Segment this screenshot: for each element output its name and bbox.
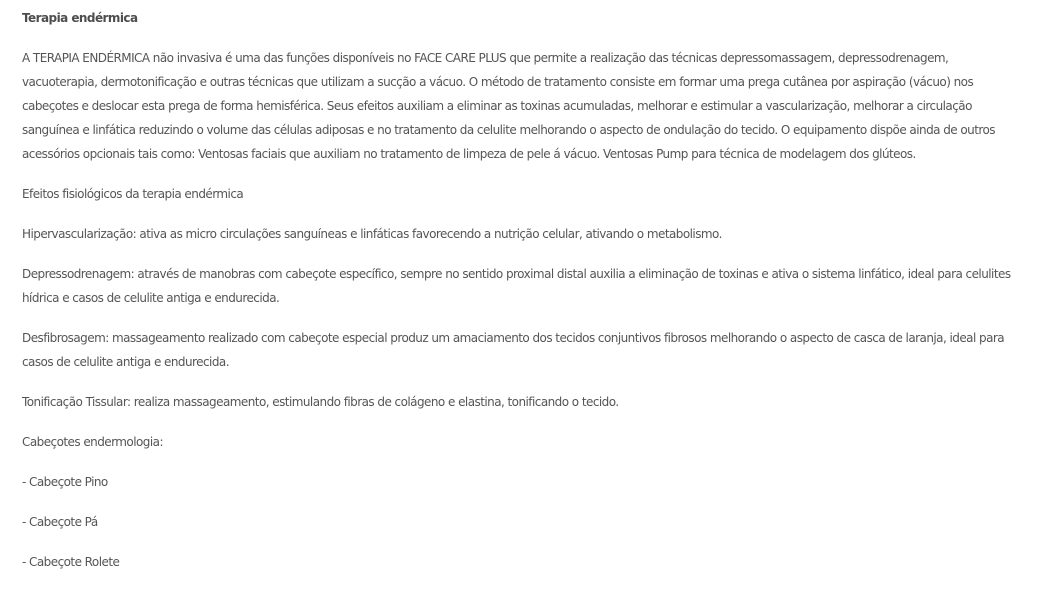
desfibrosagem-paragraph: Desfibrosagem: massageamento realizado com cabeçote especial produz um amaciamento dos tecidos conjuntivos fibrosos melhorando o aspecto de casca de laranja, ideal para casos de celulite antiga e endurecida. [22,331,1005,369]
article-content [22,6,1012,590]
head-item-pino: - Cabeçote Pino [22,475,108,489]
head-item-rolete: - Cabeçote Rolete [22,555,120,569]
tonificacao-paragraph: Tonificação Tissular: realiza massageamento, estimulando fibras de colágeno e elastina, tonificando o tecido. [22,395,619,409]
heads-heading: Cabeçotes endermologia: [22,435,163,449]
effects-heading: Efeitos fisiológicos da terapia endérmica [22,187,244,201]
head-item-pa: - Cabeçote Pá [22,515,98,529]
article-title: Terapia endérmica [22,11,138,25]
depressodrenagem-paragraph: Depressodrenagem: através de manobras com cabeçote específico, sempre no sentido proximal distal auxilia a eliminação de toxinas e ativa o sistema linfático, ideal para celulites hídrica e casos de celulite antiga e endurecida. [22,267,1011,305]
intro-paragraph: A TERAPIA ENDÉRMICA não invasiva é uma das funções disponíveis no FACE CARE PLUS que permite a realização das técnicas depressomassagem, depressodrenagem, vacuoterapia, dermotonificação e outras técnicas que utilizam a sucção a vácuo. O método de tratamento consiste em formar uma prega cutânea por aspiração (vácuo) nos cabeçotes e deslocar esta prega de forma hemisférica. Seus efeitos auxiliam a eliminar as toxinas acumuladas, melhorar e estimular a vascularização, melhorar a circulação sanguínea e linfática reduzindo o volume das células adiposas e no tratamento da celulite melhorando o aspecto de ondulação do tecido. O equipamento dispõe ainda de outros acessórios opcionais tais como: Ventosas faciais que auxiliam no tratamento de limpeza de pele á vácuo. Ventosas Pump para técnica de modelagem dos glúteos. [22,51,995,161]
hipervascularizacao-paragraph: Hipervascularização: ativa as micro circulações sanguíneas e linfáticas favorecendo a nutrição celular, ativando o metabolismo. [22,227,722,241]
